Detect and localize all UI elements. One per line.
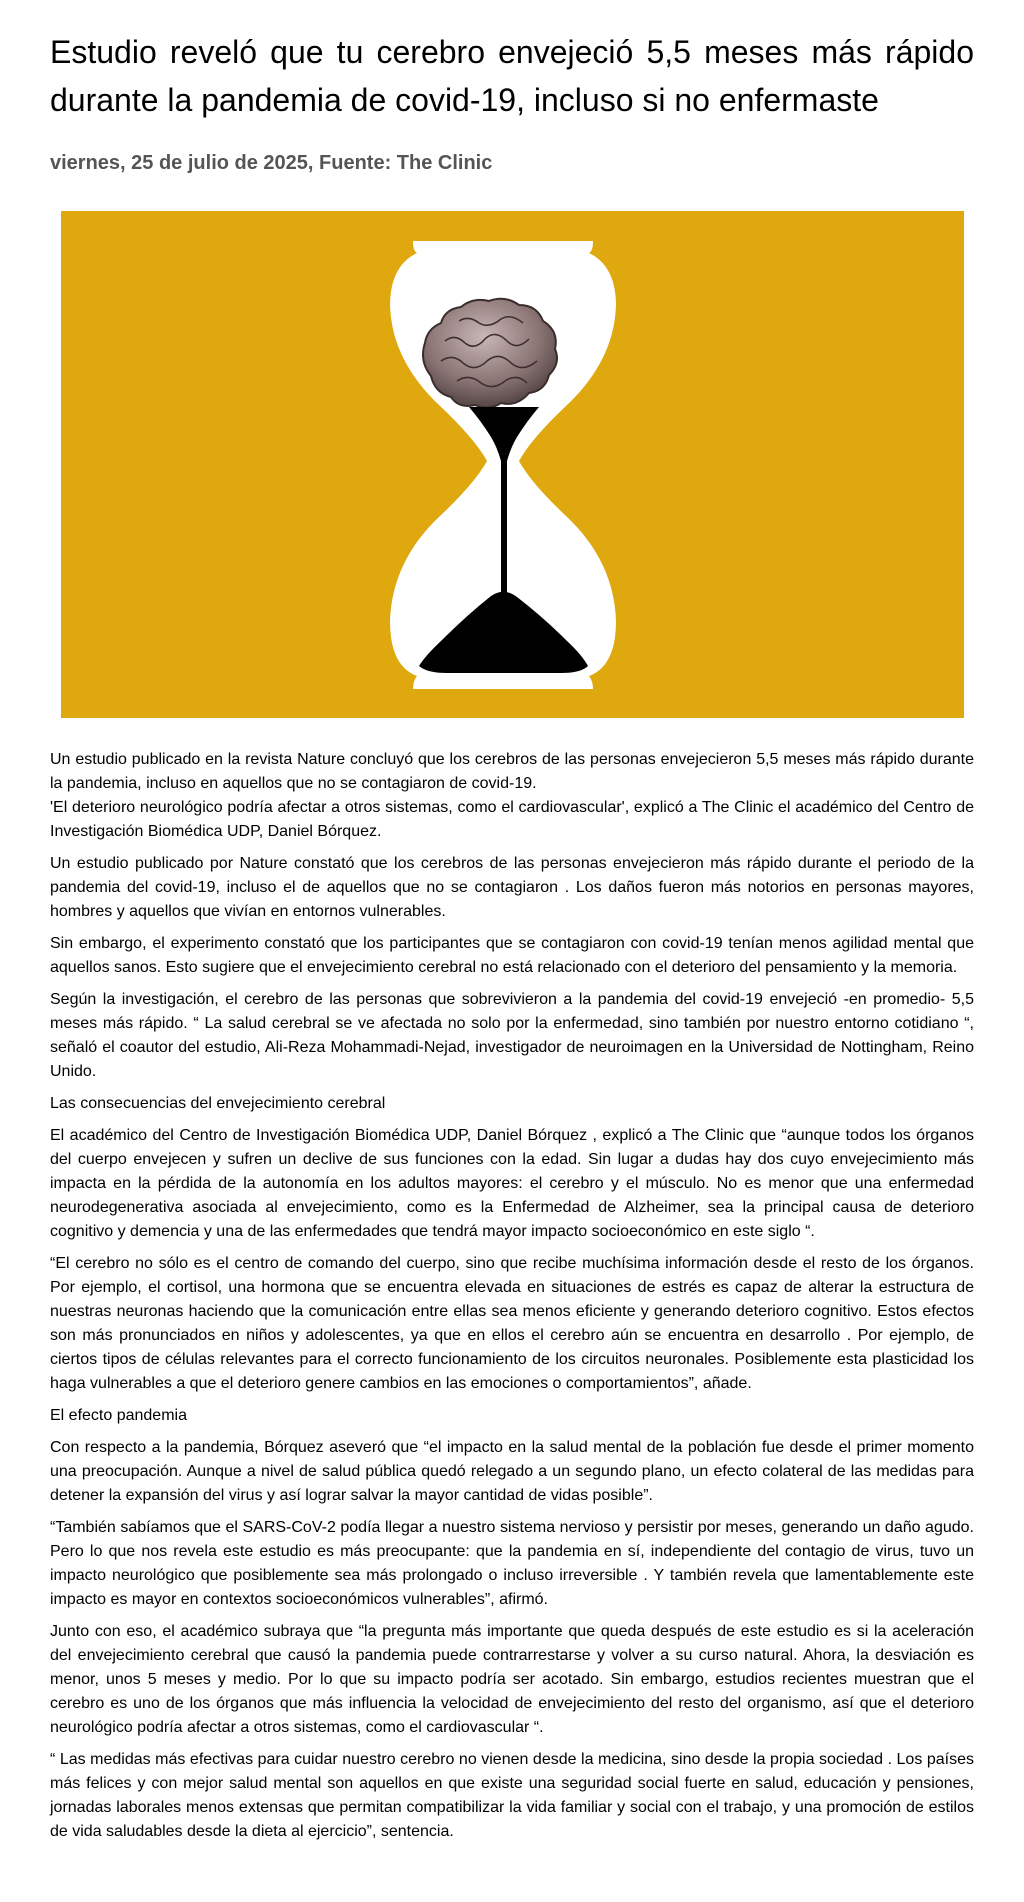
paragraph: Según la investigación, el cerebro de las personas que sobrevivieron a la pandemia del covid-19 envejeció -en promedio- 5,5 meses más rápido. “ La salud cerebral se ve afectada no solo por la enfermedad, sino también por nuestro entorno cotidiano “, señaló el coautor del estudio, Ali-Reza Mohammadi-Nejad, investigador de neuroimagen en la Universidad de Nottingham, Reino Unido.: [50, 991, 974, 1080]
paragraph: Sin embargo, el experimento constató que los participantes que se contagiaron con covid-19 tenían menos agilidad mental que aquellos sanos. Esto sugiere que el envejecimiento cerebral no está relacionado con el deterioro del pensamiento y la memoria.: [50, 935, 974, 976]
lead-line-1: Un estudio publicado en la revista Nature concluyó que los cerebros de las personas envejecieron 5,5 meses más rápido durante la pandemia, incluso en aquellos que no se contagiaron de covid-19.: [50, 751, 974, 792]
article-date-source: viernes, 25 de julio de 2025, Fuente: The Clinic: [50, 152, 493, 174]
paragraph: “El cerebro no sólo es el centro de comando del cuerpo, sino que recibe muchísima información desde el resto de los órganos. Por ejemplo, el cortisol, una hormona que se encuentra elevada en situaciones de estrés es capaz de alterar la estructura de nuestras neuronas haciendo que la comunicación entre ellas sea menos eficiente y generando deterioro cognitivo. Estos efectos son más pronunciados en niños y adolescentes, ya que en ellos el cerebro aún se encuentra en desarrollo . Por ejemplo, de ciertos tipos de células relevantes para el correcto funcionamiento de los circuitos neuronales. Posiblemente esta plasticidad los haga vulnerables a que el deterioro genere cambios en las emociones o comportamientos”, añade.: [50, 1255, 974, 1392]
sand-stream: [501, 456, 507, 606]
paragraph: “ Las medidas más efectivas para cuidar nuestro cerebro no vienen desde la medicina, sino desde la propia sociedad . Los países más felices y con mejor salud mental son aquellos en que existe una seguridad social fuerte en salud, educación y pensiones, jornadas laborales menos extensas que permitan compatibilizar la vida familiar y social con el trabajo, y una promoción de estilos de vida saludables desde la dieta al ejercicio”, sentencia.: [50, 1751, 974, 1840]
article-lead: [50, 748, 974, 844]
paragraph: Con respecto a la pandemia, Bórquez aseveró que “el impacto en la salud mental de la población fue desde el primer momento una preocupación. Aunque a nivel de salud pública quedó relegado a un segundo plano, un efecto colateral de las medidas para detener la expansión del virus y así lograr salvar la mayor cantidad de vidas posible”.: [50, 1439, 974, 1504]
paragraph: “También sabíamos que el SARS-CoV-2 podía llegar a nuestro sistema nervioso y persistir por meses, generando un daño agudo. Pero lo que nos revela este estudio es más preocupante: que la pandemia en sí, independiente del contagio de virus, tuvo un impacto neurológico que posiblemente sea más prolongado o incluso irreversible . Y también revela que lamentablemente este impacto es mayor en contextos socioeconómicos vulnerables”, afirmó.: [50, 1519, 974, 1608]
section-heading: Las consecuencias del envejecimiento cerebral: [50, 1095, 386, 1112]
paragraph: Un estudio publicado por Nature constató que los cerebros de las personas envejecieron más rápido durante el periodo de la pandemia del covid-19, incluso el de aquellos que no se contagiaron . Los daños fueron más notorios en personas mayores, hombres y aquellos que vivían en entornos vulnerables.: [50, 855, 974, 920]
lead-line-2: 'El deterioro neurológico podría afectar a otros sistemas, como el cardiovascular', explicó a The Clinic el académico del Centro de Investigación Biomédica UDP, Daniel Bórquez.: [50, 799, 974, 840]
article-title: Estudio reveló que tu cerebro envejeció 5,5 meses más rápido durante la pandemia de covid-19, incluso si no enfermaste: [50, 34, 974, 118]
paragraph: Junto con eso, el académico subraya que “la pregunta más importante que queda después de este estudio es si la aceleración del envejecimiento cerebral que causó la pandemia puede contrarrestarse y volver a su curso natural. Ahora, la desviación es menor, unos 5 meses y medio. Por lo que su impacto podría ser acotado. Sin embargo, estudios recientes muestran que el cerebro es uno de los órganos que más influencia la velocidad de envejecimiento del resto del organismo, así que el deterioro neurológico podría afectar a otros sistemas, como el cardiovascular “.: [50, 1623, 974, 1736]
paragraph: El académico del Centro de Investigación Biomédica UDP, Daniel Bórquez , explicó a The Clinic que “aunque todos los órganos del cuerpo envejecen y sufren un declive de sus funciones con la edad. Sin lugar a dudas hay dos cuyo envejecimiento más impacta en la pérdida de la autonomía en los adultos mayores: el cerebro y el músculo. No es menor que una enfermedad neurodegenerativa asociada al envejecimiento, como es la Enfermedad de Alzheimer, sea la principal causa de deterioro cognitivo y demencia y una de las enfermedades que tendrá mayor impacto socioeconómico en este siglo “.: [50, 1127, 974, 1240]
section-heading: El efecto pandemia: [50, 1407, 187, 1424]
article-body: [50, 748, 974, 1844]
hourglass-brain-icon: [61, 211, 964, 718]
